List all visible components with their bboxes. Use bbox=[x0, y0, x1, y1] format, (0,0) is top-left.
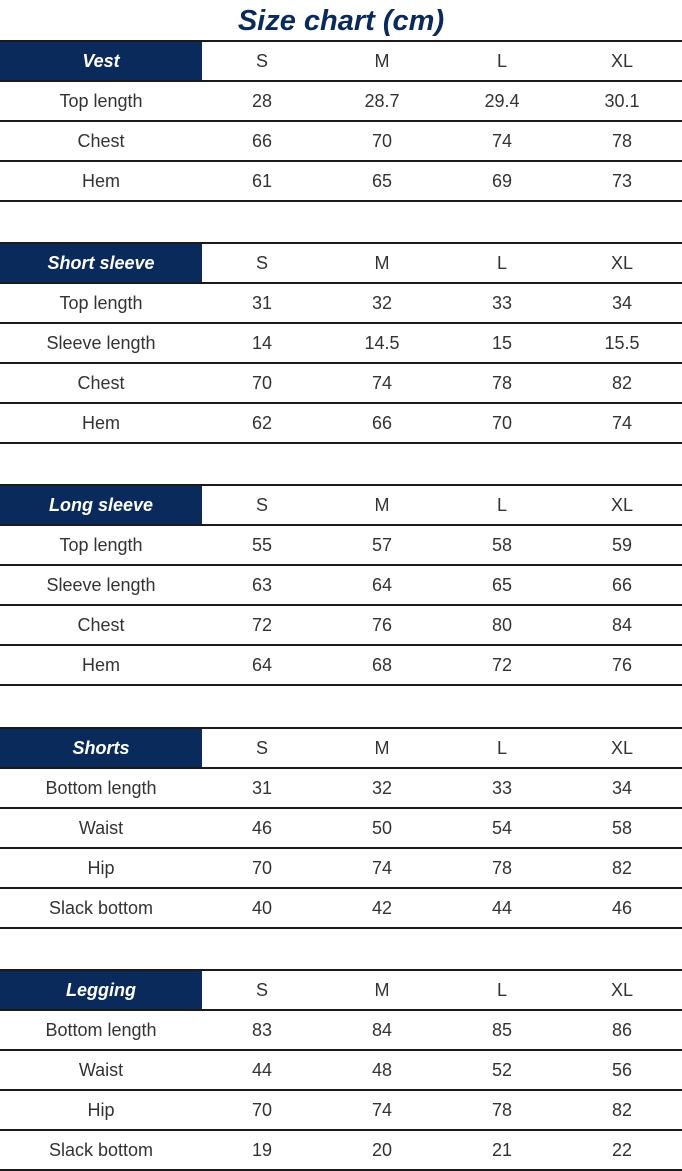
cell-value: 32 bbox=[322, 283, 442, 323]
cell-value: 70 bbox=[322, 121, 442, 161]
shorts-size-table bbox=[0, 727, 682, 929]
cell-value: 66 bbox=[562, 565, 682, 605]
cell-value: 82 bbox=[562, 848, 682, 888]
cell-value: 70 bbox=[202, 363, 322, 403]
row-label: Top length bbox=[0, 283, 202, 323]
cell-value: 84 bbox=[322, 1010, 442, 1050]
table-row bbox=[0, 81, 682, 121]
size-header: XL bbox=[562, 728, 682, 768]
cell-value: 28.7 bbox=[322, 81, 442, 121]
table-row bbox=[0, 808, 682, 848]
cell-value: 31 bbox=[202, 283, 322, 323]
cell-value: 66 bbox=[202, 121, 322, 161]
table-header-row bbox=[0, 970, 682, 1010]
table-row bbox=[0, 768, 682, 808]
table-header-row bbox=[0, 41, 682, 81]
row-label: Hem bbox=[0, 161, 202, 201]
table-name: Shorts bbox=[0, 728, 202, 768]
cell-value: 78 bbox=[442, 848, 562, 888]
cell-value: 76 bbox=[322, 605, 442, 645]
size-header: S bbox=[202, 243, 322, 283]
cell-value: 50 bbox=[322, 808, 442, 848]
size-header: S bbox=[202, 728, 322, 768]
table-row bbox=[0, 403, 682, 443]
table-row bbox=[0, 645, 682, 685]
cell-value: 46 bbox=[202, 808, 322, 848]
size-header: S bbox=[202, 970, 322, 1010]
cell-value: 69 bbox=[442, 161, 562, 201]
row-label: Top length bbox=[0, 81, 202, 121]
cell-value: 29.4 bbox=[442, 81, 562, 121]
size-header: XL bbox=[562, 485, 682, 525]
cell-value: 82 bbox=[562, 1090, 682, 1130]
cell-value: 15.5 bbox=[562, 323, 682, 363]
cell-value: 72 bbox=[202, 605, 322, 645]
cell-value: 14.5 bbox=[322, 323, 442, 363]
cell-value: 70 bbox=[202, 848, 322, 888]
cell-value: 14 bbox=[202, 323, 322, 363]
table-name: Short sleeve bbox=[0, 243, 202, 283]
cell-value: 65 bbox=[442, 565, 562, 605]
cell-value: 70 bbox=[202, 1090, 322, 1130]
row-label: Sleeve length bbox=[0, 323, 202, 363]
cell-value: 82 bbox=[562, 363, 682, 403]
cell-value: 78 bbox=[442, 1090, 562, 1130]
cell-value: 42 bbox=[322, 888, 442, 928]
cell-value: 34 bbox=[562, 768, 682, 808]
cell-value: 57 bbox=[322, 525, 442, 565]
cell-value: 74 bbox=[322, 1090, 442, 1130]
row-label: Waist bbox=[0, 808, 202, 848]
row-label: Sleeve length bbox=[0, 565, 202, 605]
cell-value: 22 bbox=[562, 1130, 682, 1170]
cell-value: 55 bbox=[202, 525, 322, 565]
legging-size-table bbox=[0, 969, 682, 1171]
size-header: M bbox=[322, 485, 442, 525]
cell-value: 54 bbox=[442, 808, 562, 848]
cell-value: 40 bbox=[202, 888, 322, 928]
cell-value: 73 bbox=[562, 161, 682, 201]
cell-value: 46 bbox=[562, 888, 682, 928]
size-header: XL bbox=[562, 970, 682, 1010]
size-header: L bbox=[442, 41, 562, 81]
cell-value: 21 bbox=[442, 1130, 562, 1170]
row-label: Bottom length bbox=[0, 1010, 202, 1050]
cell-value: 83 bbox=[202, 1010, 322, 1050]
cell-value: 44 bbox=[202, 1050, 322, 1090]
cell-value: 33 bbox=[442, 283, 562, 323]
cell-value: 30.1 bbox=[562, 81, 682, 121]
row-label: Chest bbox=[0, 121, 202, 161]
table-row bbox=[0, 161, 682, 201]
table-header-row bbox=[0, 243, 682, 283]
size-header: L bbox=[442, 728, 562, 768]
cell-value: 34 bbox=[562, 283, 682, 323]
cell-value: 63 bbox=[202, 565, 322, 605]
vest-size-table bbox=[0, 40, 682, 202]
cell-value: 72 bbox=[442, 645, 562, 685]
cell-value: 64 bbox=[322, 565, 442, 605]
table-header-row bbox=[0, 485, 682, 525]
table-row bbox=[0, 1130, 682, 1170]
cell-value: 76 bbox=[562, 645, 682, 685]
cell-value: 28 bbox=[202, 81, 322, 121]
cell-value: 44 bbox=[442, 888, 562, 928]
cell-value: 74 bbox=[442, 121, 562, 161]
row-label: Top length bbox=[0, 525, 202, 565]
table-row bbox=[0, 525, 682, 565]
table-name: Long sleeve bbox=[0, 485, 202, 525]
cell-value: 78 bbox=[442, 363, 562, 403]
cell-value: 33 bbox=[442, 768, 562, 808]
size-header: XL bbox=[562, 41, 682, 81]
row-label: Waist bbox=[0, 1050, 202, 1090]
cell-value: 58 bbox=[562, 808, 682, 848]
cell-value: 80 bbox=[442, 605, 562, 645]
table-row bbox=[0, 121, 682, 161]
cell-value: 68 bbox=[322, 645, 442, 685]
cell-value: 61 bbox=[202, 161, 322, 201]
size-header: L bbox=[442, 243, 562, 283]
cell-value: 84 bbox=[562, 605, 682, 645]
cell-value: 59 bbox=[562, 525, 682, 565]
size-header: XL bbox=[562, 243, 682, 283]
cell-value: 58 bbox=[442, 525, 562, 565]
cell-value: 48 bbox=[322, 1050, 442, 1090]
row-label: Slack bottom bbox=[0, 1130, 202, 1170]
size-header: M bbox=[322, 728, 442, 768]
table-row bbox=[0, 283, 682, 323]
cell-value: 32 bbox=[322, 768, 442, 808]
table-row bbox=[0, 565, 682, 605]
cell-value: 74 bbox=[562, 403, 682, 443]
row-label: Chest bbox=[0, 605, 202, 645]
size-header: S bbox=[202, 485, 322, 525]
row-label: Hem bbox=[0, 403, 202, 443]
size-header: S bbox=[202, 41, 322, 81]
cell-value: 74 bbox=[322, 363, 442, 403]
table-name: Vest bbox=[0, 41, 202, 81]
table-row bbox=[0, 1010, 682, 1050]
cell-value: 74 bbox=[322, 848, 442, 888]
table-row bbox=[0, 605, 682, 645]
table-row bbox=[0, 363, 682, 403]
size-header: M bbox=[322, 41, 442, 81]
size-header: M bbox=[322, 970, 442, 1010]
row-label: Hip bbox=[0, 848, 202, 888]
cell-value: 78 bbox=[562, 121, 682, 161]
table-row bbox=[0, 1090, 682, 1130]
row-label: Slack bottom bbox=[0, 888, 202, 928]
size-header: M bbox=[322, 243, 442, 283]
table-name: Legging bbox=[0, 970, 202, 1010]
cell-value: 64 bbox=[202, 645, 322, 685]
table-row bbox=[0, 848, 682, 888]
cell-value: 86 bbox=[562, 1010, 682, 1050]
size-header: L bbox=[442, 485, 562, 525]
cell-value: 52 bbox=[442, 1050, 562, 1090]
page-title: Size chart (cm) bbox=[237, 5, 445, 37]
cell-value: 65 bbox=[322, 161, 442, 201]
row-label: Bottom length bbox=[0, 768, 202, 808]
cell-value: 85 bbox=[442, 1010, 562, 1050]
size-header: L bbox=[442, 970, 562, 1010]
cell-value: 66 bbox=[322, 403, 442, 443]
table-row bbox=[0, 323, 682, 363]
table-row bbox=[0, 888, 682, 928]
cell-value: 31 bbox=[202, 768, 322, 808]
cell-value: 19 bbox=[202, 1130, 322, 1170]
row-label: Hem bbox=[0, 645, 202, 685]
row-label: Hip bbox=[0, 1090, 202, 1130]
long-sleeve-size-table bbox=[0, 484, 682, 686]
cell-value: 70 bbox=[442, 403, 562, 443]
table-header-row bbox=[0, 728, 682, 768]
cell-value: 56 bbox=[562, 1050, 682, 1090]
cell-value: 20 bbox=[322, 1130, 442, 1170]
table-row bbox=[0, 1050, 682, 1090]
short-sleeve-size-table bbox=[0, 242, 682, 444]
cell-value: 62 bbox=[202, 403, 322, 443]
cell-value: 15 bbox=[442, 323, 562, 363]
row-label: Chest bbox=[0, 363, 202, 403]
